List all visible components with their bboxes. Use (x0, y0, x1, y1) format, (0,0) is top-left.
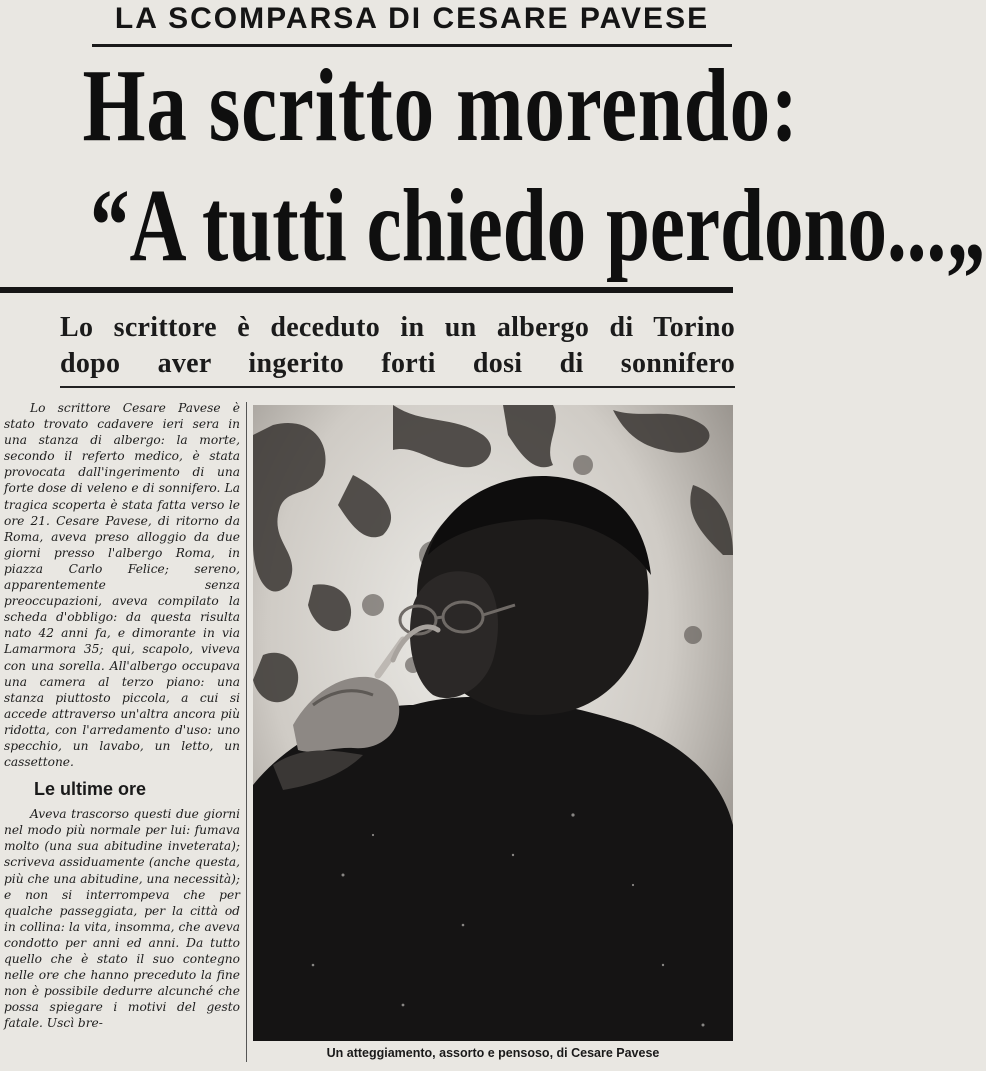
article-subhead: Le ultime ore (34, 779, 147, 800)
headline-line-2: “A tutti chiedo perdono...„ (90, 168, 986, 283)
subheadline-rule (60, 386, 735, 388)
article-paragraph-1: Lo scrittore Cesare Pavese è stato trovato cadavere ieri sera in una stanza di albergo: la morte, secondo il referto medico, è stata provocata dall'ingerimento di una forte dose di veleno e di sonnifero. La tragica scoperta è stata fatta verso le ore 21. Cesare Pavese, di ritorno da Roma, aveva preso alloggio da due giorni presso l'albergo Roma, in piazza Carlo Felice; sereno, apparentemente senza preoccupazioni, aveva compilato la scheda d'obbligo: da questa risulta nato 42 anni fa, e dimorante in via Lamarmora 35; qui, scapolo, viveva con una sorella. All'albergo occupava una camera al terzo piano: una stanza piuttosto piccola, a cui si accede attraverso un'altra ancora più ridotta, con l'arredamento d'uso: uno specchio, un lavabo, un letto, un cassettone. (4, 401, 240, 770)
portrait-illustration (253, 405, 733, 1041)
article-paragraph-2: Aveva trascorso questi due giorni nel modo più normale per lui: fumava molto (una sua abitudine inveterata); scriveva assiduamente (anche questa, più che una abitudine, una necessità); e non si interrompeva che per qualche passeggiata, per la città od in collina: la vita, insomma, che aveva condotto per anni ed anni. Da tutto quello che è stato il suo contegno nelle ore che hanno preceduto la fine non è possibile dedurre alcunché che possa spiegare i motivi del gesto fatale. Uscì bre- (4, 807, 240, 1031)
article-column (4, 400, 240, 1031)
headline-rule (0, 287, 733, 293)
kicker-bar (92, 0, 732, 47)
subheadline-line-1: Lo scrittore è deceduto in un albergo di Torino (60, 312, 735, 343)
column-divider (246, 402, 247, 1062)
subheadline-line-2: dopo aver ingerito forti dosi di sonnifero (60, 348, 735, 379)
headline-line-1: Ha scritto morendo: (82, 48, 799, 163)
portrait-photo (253, 405, 733, 1041)
photo-caption: Un atteggiamento, assorto e pensoso, di Cesare Pavese (326, 1046, 660, 1060)
section-kicker: LA SCOMPARSA DI CESARE PAVESE (114, 2, 710, 35)
